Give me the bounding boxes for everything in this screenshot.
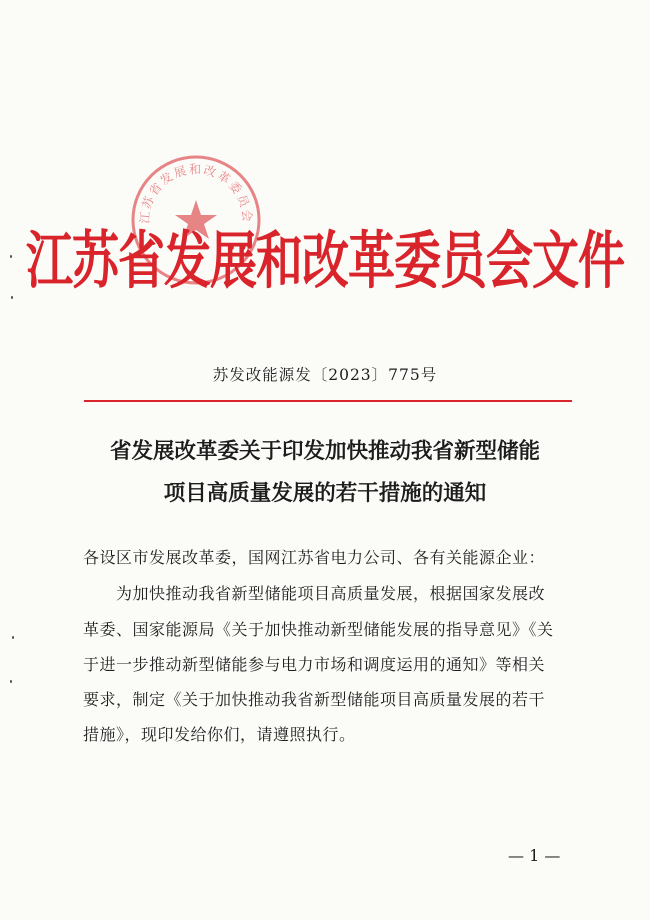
salutation: 各设区市发展改革委，国网江苏省电力公司、各有关能源企业： bbox=[83, 548, 546, 567]
body-line-1: 为加快推动我省新型储能项目高质量发展，根据国家发展改 bbox=[116, 584, 546, 603]
body-line-2: 革委、国家能源局《关于加快推动新型储能发展的指导意见》《关 bbox=[83, 620, 554, 639]
red-divider-line bbox=[84, 400, 572, 402]
notice-title-line-1: 省发展改革委关于印发加快推动我省新型储能 bbox=[109, 439, 540, 464]
scan-speck bbox=[10, 680, 12, 683]
body-line-5: 措施》，现印发给你们，请遵照执行。 bbox=[83, 725, 356, 744]
page-number: — 1 — bbox=[508, 846, 561, 865]
body-line-3: 于进一步推动新型储能参与电力市场和调度运用的通知》等相关 bbox=[83, 655, 546, 674]
scan-speck bbox=[12, 636, 14, 639]
scan-speck bbox=[10, 255, 12, 258]
notice-title bbox=[70, 431, 580, 515]
scan-speck bbox=[11, 296, 13, 299]
issuer-header: 江苏省发展和改革委员会文件 bbox=[26, 225, 624, 298]
notice-title-line-2: 项目高质量发展的若干措施的通知 bbox=[163, 481, 487, 506]
svg-text:江苏省发展和改革委员会: 江苏省发展和改革委员会 bbox=[137, 162, 255, 225]
document-number: 苏发改能源发〔2023〕775号 bbox=[212, 366, 438, 384]
body-line-4: 要求，制定《关于加快推动我省新型储能项目高质量发展的若干 bbox=[83, 690, 546, 709]
